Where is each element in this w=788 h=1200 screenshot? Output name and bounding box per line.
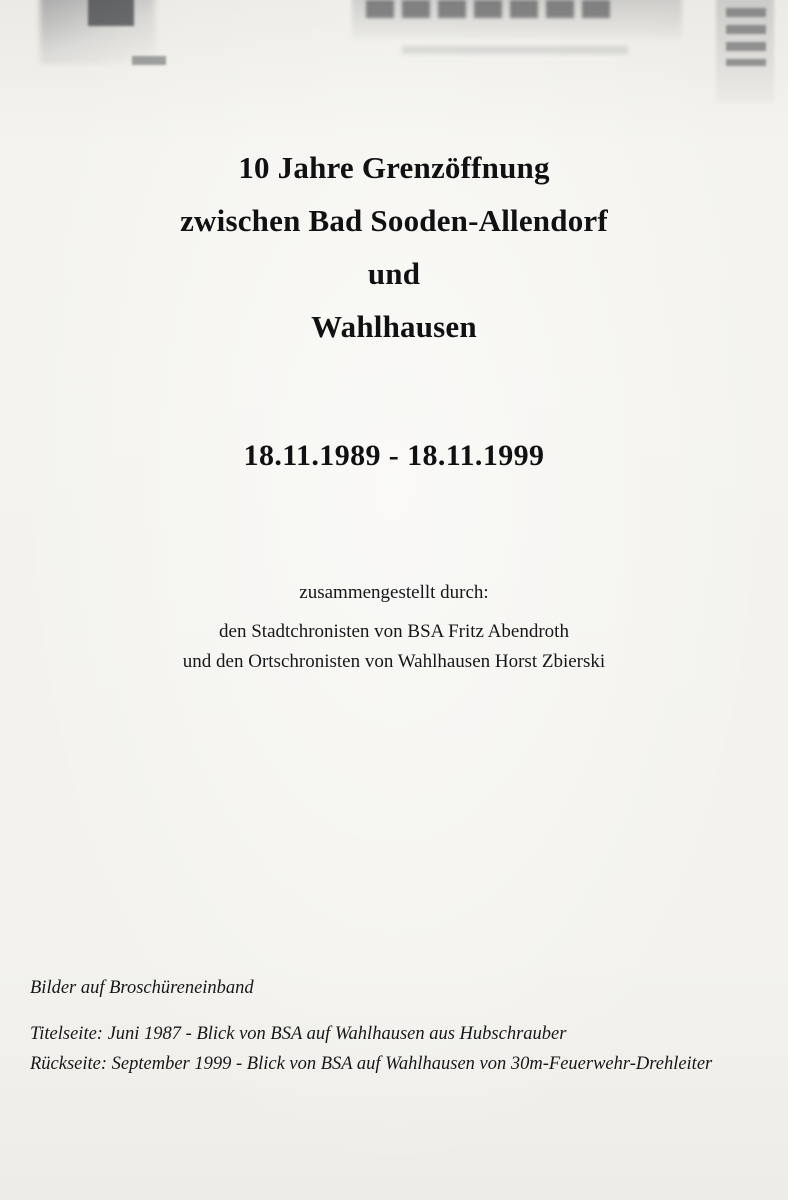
scan-artifact-panel-right xyxy=(352,0,682,38)
title-line-1: 10 Jahre Grenzöffnung xyxy=(238,150,550,185)
cover-note-front: Titelseite: Juni 1987 - Blick von BSA auf Wahlhausen aus Hubschrauber xyxy=(30,1023,567,1044)
credits-block xyxy=(0,578,788,676)
scan-artifact-band xyxy=(402,46,628,54)
cover-notes-heading: Bilder auf Broschüreneinband xyxy=(30,978,254,998)
credits-intro: zusammengestellt durch: xyxy=(299,582,489,603)
date-range: 18.11.1989 - 18.11.1999 xyxy=(243,439,545,472)
scan-artifact-text-remnant-left xyxy=(132,56,166,65)
scan-artifact-smudge xyxy=(40,0,155,64)
credits-author-2: und den Ortschronisten von Wahlhausen Horst Zbierski xyxy=(182,650,606,672)
cover-note-back: Rückseite: September 1999 - Blick von BSA auf Wahlhausen von 30m-Feuerwehr-Drehleiter xyxy=(30,1053,713,1074)
cover-image-notes xyxy=(30,975,770,1078)
title-line-3: und xyxy=(367,256,421,291)
scan-artifact-text-remnant-right xyxy=(726,8,766,66)
credits-author-1: den Stadtchronisten von BSA Fritz Abendroth xyxy=(219,621,569,643)
scan-artifact-dark-block xyxy=(88,0,134,26)
scan-artifact-strip-right xyxy=(716,0,774,102)
page-title xyxy=(0,152,788,342)
scan-artifact-text-remnant-top xyxy=(366,0,612,18)
title-line-2: zwischen Bad Sooden-Allendorf xyxy=(180,203,608,238)
title-line-4: Wahlhausen xyxy=(311,309,477,344)
